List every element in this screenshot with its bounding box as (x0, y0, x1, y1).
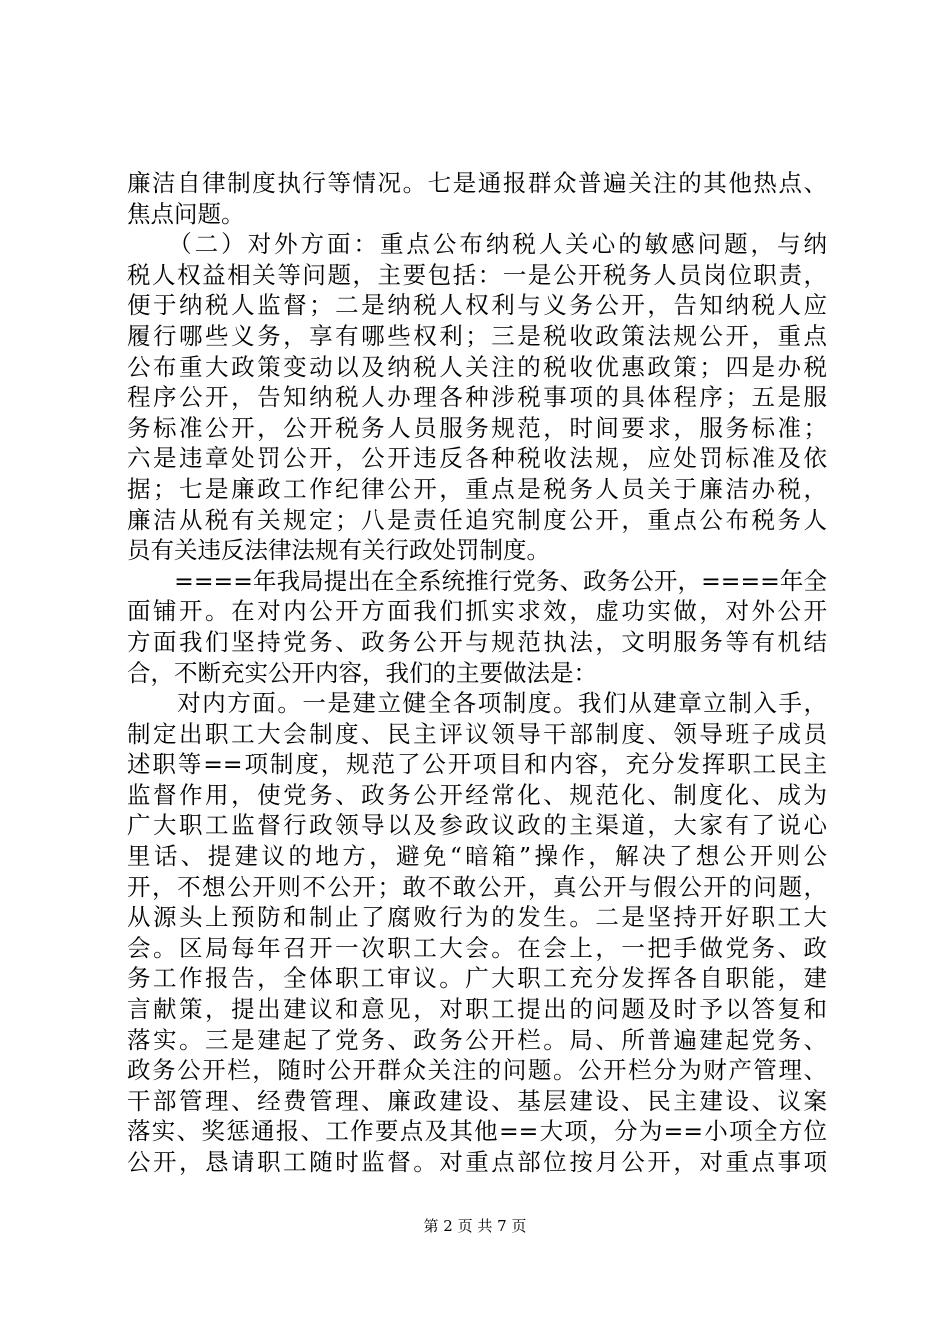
text-line: 履行哪些义务，享有哪些权利；三是税收政策法规公开，重点 (127, 321, 827, 350)
page-footer: 第 2 页 共 7 页 (423, 1217, 527, 1235)
text-line: 干部管理、经费管理、廉政建设、基层建设、民主建设、议案 (127, 1086, 827, 1115)
text-line: 制定出职工大会制度、民主评议领导干部制度、领导班子成员 (127, 719, 827, 748)
text-line: 里话、提建议的地方，避免“暗箱”操作，解决了想公开则公 (127, 842, 827, 871)
text-line: 务标准公开，公开税务人员服务规范，时间要求，服务标准； (127, 413, 827, 442)
text-line: 监督作用，使党务、政务公开经常化、规范化、制度化、成为 (127, 780, 827, 809)
text-line: 六是违章处罚公开，公开违反各种税收法规，应处罚标准及依 (127, 444, 827, 473)
text-line: 便于纳税人监督；二是纳税人权利与义务公开，告知纳税人应 (127, 291, 827, 320)
text-line: 焦点问题。 (127, 199, 245, 228)
text-line: 述职等==项制度，规范了公开项目和内容，充分发挥职工民主 (127, 750, 827, 779)
text-line: 廉洁从税有关规定；八是责任追究制度公开，重点公布税务人 (127, 505, 827, 534)
text-line: 程序公开，告知纳税人办理各种涉税事项的具体程序；五是服 (127, 383, 827, 412)
text-line: ====年我局提出在全系统推行党务、政务公开，====年全 (127, 566, 827, 595)
text-line: 会。区局每年召开一次职工大会。在会上，一把手做党务、政 (127, 933, 827, 962)
text-line: 据；七是廉政工作纪律公开，重点是税务人员关于廉洁办税， (127, 474, 827, 503)
text-line: 廉洁自律制度执行等情况。七是通报群众普遍关注的其他热点、 (127, 169, 827, 197)
text-line: 从源头上预防和制止了腐败行为的发生。二是坚持开好职工大 (127, 903, 827, 932)
text-line: 方面我们坚持党务、政务公开与规范执法，文明服务等有机结 (127, 627, 827, 656)
text-line: 开，不想公开则不公开；敢不敢公开，真公开与假公开的问题， (127, 872, 827, 901)
text-line: 税人权益相关等问题，主要包括：一是公开税务人员岗位职责， (127, 260, 827, 289)
text-line: 公开，恳请职工随时监督。对重点部位按月公开，对重点事项 (127, 1148, 827, 1176)
text-line: 言献策，提出建议和意见，对职工提出的问题及时予以答复和 (127, 995, 827, 1024)
text-line: 员有关违反法律法规有关行政处罚制度。 (127, 536, 550, 565)
text-line: 对内方面。一是建立健全各项制度。我们从建章立制入手， (127, 689, 827, 718)
text-line: 政务公开栏，随时公开群众关注的问题。公开栏分为财产管理、 (127, 1056, 827, 1085)
text-line: （二）对外方面：重点公布纳税人关心的敏感问题，与纳 (127, 230, 827, 259)
text-line: 落实、奖惩通报、工作要点及其他==大项，分为==小项全方位 (127, 1117, 827, 1146)
text-line: 落实。三是建起了党务、政务公开栏。局、所普遍建起党务、 (127, 1025, 827, 1054)
text-line: 公布重大政策变动以及纳税人关注的税收优惠政策；四是办税 (127, 352, 827, 381)
text-line: 广大职工监督行政领导以及参政议政的主渠道，大家有了说心 (127, 811, 827, 840)
text-line: 面铺开。在对内公开方面我们抓实求效，虚功实做，对外公开 (127, 597, 827, 626)
text-line: 合，不断充实公开内容，我们的主要做法是： (127, 658, 597, 687)
body-text (127, 168, 827, 1178)
text-line: 务工作报告，全体职工审议。广大职工充分发挥各自职能，建 (127, 964, 827, 993)
